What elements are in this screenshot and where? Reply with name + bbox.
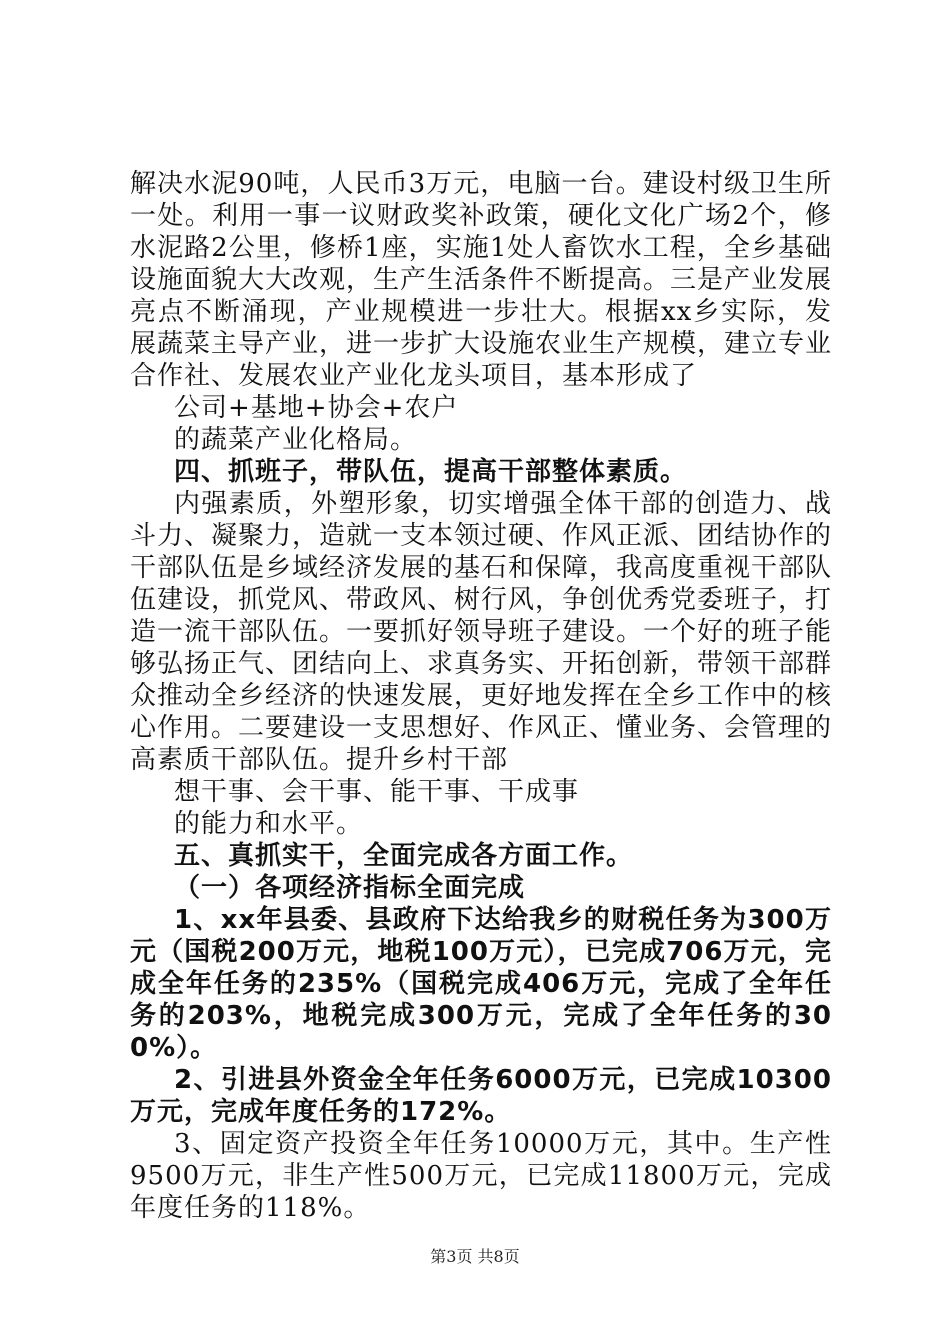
paragraph-cadre-ability: 的能力和水平。 — [174, 809, 364, 839]
paragraph-external-capital: 2、引进县外资金全年任务6000万元，已完成10300万元，完成年度任务的172%。 — [130, 1065, 832, 1127]
paragraph-cadre-goals: 想干事、会干事、能干事、干成事 — [174, 777, 580, 807]
paragraph-fixed-assets: 3、固定资产投资全年任务10000万元，其中。生产性9500万元，非生产性500万元，已完成11800万元，完成年度任务的118%。 — [130, 1129, 832, 1223]
section-heading-5: 五、真抓实干，全面完成各方面工作。 — [174, 841, 634, 871]
page-footer: 第3页 共8页 — [430, 1247, 520, 1266]
document-body — [130, 168, 832, 1224]
paragraph-tax-task: 1、xx年县委、县政府下达给我乡的财税任务为300万元（国税200万元，地税100万元），已完成706万元，完成全年任务的235%（国税完成406万元，完成了全年任务的203%，地税完成300万元，完成了全年任务的300%）。 — [130, 905, 832, 1063]
subsection-heading-1: （一）各项经济指标全面完成 — [174, 873, 526, 903]
paragraph-infrastructure: 解决水泥90吨，人民币3万元，电脑一台。建设村级卫生所一处。利用一事一议财政奖补政策，硬化文化广场2个，修水泥路2公里，修桥1座，实施1处人畜饮水工程，全乡基础设施面貌大大改观，生产生活条件不断提高。三是产业发展亮点不断涌现，产业规模进一步壮大。根据xx乡实际，发展蔬菜主导产业，进一步扩大设施农业生产规模，建立专业合作社、发展农业产业化龙头项目，基本形成了 — [130, 169, 833, 391]
paragraph-industry-pattern: 的蔬菜产业化格局。 — [174, 425, 418, 455]
paragraph-industry-model: 公司+基地+协会+农户 — [174, 393, 459, 423]
paragraph-cadre-building: 内强素质，外塑形象，切实增强全体干部的创造力、战斗力、凝聚力，造就一支本领过硬、作风正派、团结协作的干部队伍是乡域经济发展的基石和保障，我高度重视干部队伍建设，抓党风、带政风、树行风，争创优秀党委班子，打造一流干部队伍。一要抓好领导班子建设。一个好的班子能够弘扬正气、团结向上、求真务实、开拓创新，带领干部群众推动全乡经济的快速发展，更好地发挥在全乡工作中的核心作用。二要建设一支思想好、作风正、懂业务、会管理的高素质干部队伍。提升乡村干部 — [130, 489, 833, 775]
section-heading-4: 四、抓班子，带队伍，提高干部整体素质。 — [174, 457, 688, 487]
